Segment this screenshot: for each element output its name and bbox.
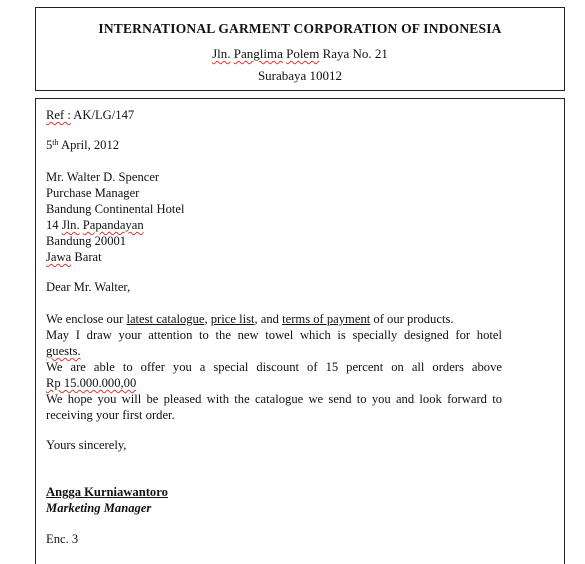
company-city: Surabaya 10012 [257,68,343,83]
enclosure: Enc. 3 [46,532,79,546]
p1-text-c: , [204,312,211,326]
date-rest: April, 2012 [58,138,120,152]
recipient-position: Purchase Manager [46,186,140,200]
recipient-province [46,249,102,265]
recipient-company: Bandung Continental Hotel [46,202,185,216]
street-rest: Raya No. 21 [322,46,388,61]
addr-number: 14 [46,218,62,232]
p2-guests: guests. [46,344,81,358]
p1-terms-of-payment: terms of payment [282,312,371,326]
addr-street: Papandayan [82,218,144,232]
recipient-address [46,217,144,233]
recipient-name: Mr. Walter D. Spencer [46,170,160,184]
company-street [36,46,564,62]
company-name: INTERNATIONAL GARMENT CORPORATION OF INDONESIA [98,21,502,36]
reference [46,107,134,123]
paragraph-enclose [46,311,454,327]
p3-rp: Rp [46,376,61,390]
paragraph-attention-line1: May I draw your attention to the new towel which is specially designed for hotel [46,328,502,342]
paragraph-discount-line1: We are able to offer you a special discount of 15 percent on all orders above [46,360,502,374]
signer-title: Marketing Manager [46,501,152,515]
letterhead [35,7,565,91]
recipient-city: Bandung 20001 [46,234,127,248]
ref-value: AK/LG/147 [70,108,135,122]
street-polem: Polem [286,46,320,61]
letter-date [46,137,119,153]
p3-amount: 15.000.000,00 [60,376,137,390]
p1-text-a: We enclose our [46,312,127,326]
date-suffix: th [52,138,59,147]
addr-jln: Jln. [61,218,80,232]
p1-price-list: price list [210,312,255,326]
ref-label: Ref : [46,108,71,122]
street-jln: Jln. [212,46,231,61]
p1-text-e: , and [254,312,283,326]
paragraph-hope-line1: We hope you will be pleased with the catalogue we send to you and look forward to [46,392,502,406]
paragraph-discount-line2 [46,375,136,391]
street-panglima: Panglima [233,46,283,61]
closing: Yours sincerely, [46,438,127,452]
letter-body [35,98,565,564]
p1-text-g: of our products. [370,312,454,326]
p1-latest-catalogue: latest catalogue [126,312,205,326]
province-barat: Barat [71,250,102,264]
province-jawa: Jawa [46,250,72,264]
date-day: 5 [46,138,53,152]
salutation: Dear Mr. Walter, [46,280,131,294]
paragraph-hope-line2: receiving your first order. [46,408,175,422]
paragraph-attention-line2 [46,343,81,359]
signer-name: Angga Kurniawantoro [46,485,168,499]
